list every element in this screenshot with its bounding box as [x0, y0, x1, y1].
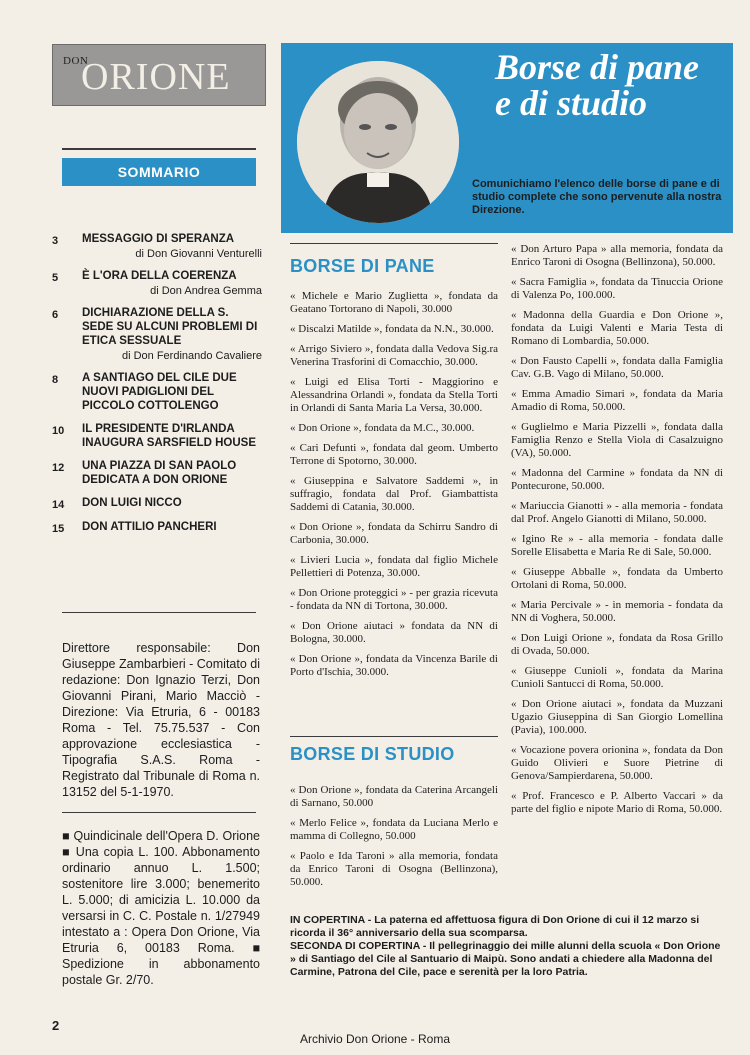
studio-list	[290, 784, 498, 896]
divider	[62, 612, 256, 613]
toc-title: A SANTIAGO DEL CILE DUE NUOVI PADIGLIONI DEL PICCOLO COTTOLENGO	[82, 372, 237, 412]
list-item: « Guglielmo e Maria Pizzelli », fondata dalla Famiglia Renzo e Stella Viola di Casalzuigno (VA), 50.000.	[511, 421, 723, 459]
list-item: « Arrigo Siviero », fondata dalla Vedova Sig.ra Venerina Trasforini di Comacchio, 30.000.	[290, 343, 498, 368]
toc-title: UNA PIAZZA DI SAN PAOLO DEDICATA A DON ORIONE	[82, 460, 237, 486]
list-item: « Igino Re » - alla memoria - fondata dalle Sorelle Elisabetta e Maria Re di Sale, 50.000.	[511, 533, 723, 558]
colophon: Direttore responsabile: Don Giuseppe Zambarbieri - Comitato di redazione: Don Ignazio Terzi, Don Giovanni Pirani, Mario Macciò - Direzione: Via Etruria, 6 - 00183 Roma - Tel. 75.75.537 - Con approvazione ecclesiastica - Tipografia S.A.S. Roma - Registrato dal Tribunale di Roma n. 13152 del 5-1-1970.	[62, 641, 260, 799]
toc-page-number: 10	[52, 425, 65, 437]
masthead-prefix: DON	[63, 55, 89, 67]
toc-page-number: 15	[52, 523, 65, 535]
section-heading-pane: BORSE DI PANE	[290, 256, 435, 276]
toc-title: DICHIARAZIONE DELLA S. SEDE SU ALCUNI PROBLEMI DI ETICA SESSUALE	[82, 307, 258, 347]
list-item: « Giuseppe Abballe », fondata da Umberto Ortolani di Roma, 50.000.	[511, 566, 723, 591]
toc-author: di Don Giovanni Venturelli	[135, 248, 262, 260]
toc-page-number: 12	[52, 462, 65, 474]
list-item: « Emma Amadio Simari », fondata da Maria Amadio di Roma, 50.000.	[511, 388, 723, 413]
pane-list	[290, 290, 498, 686]
toc-title: È L'ORA DELLA COERENZA	[82, 270, 237, 282]
list-item: « Don Orione », fondata da Schirru Sandro di Carbonia, 30.000.	[290, 521, 498, 546]
list-item: « Livieri Lucia », fondata dal figlio Michele Pellettieri di Potenza, 30.000.	[290, 554, 498, 579]
right-list	[511, 243, 723, 823]
toc-author: di Don Ferdinando Cavaliere	[121, 350, 262, 362]
toc-page-number: 5	[52, 272, 59, 284]
list-item: « Maria Percivale » - in memoria - fondata da NN di Voghera, 50.000.	[511, 599, 723, 624]
list-item: « Don Orione proteggici » - per grazia ricevuta - fondata da NN di Tortona, 30.000.	[290, 587, 498, 612]
toc-item[interactable]	[52, 422, 262, 450]
list-item: « Don Orione aiutaci » fondata da NN di Bologna, 30.000.	[290, 620, 498, 645]
second-cover-caption: SECONDA DI COPERTINA - Il pellegrinaggio dei mille alunni della scuola « Don Orione » di Santiago del Cile al Santuario di Maipù. Sono andati a chiedere alla Madonna del Carmine, Patrona del Cile, pace e serenità per la loro Patria.	[290, 940, 721, 978]
toc-page-number: 14	[52, 499, 65, 511]
toc-item[interactable]	[52, 459, 262, 487]
list-item: « Don Orione », fondata da Caterina Arcangeli di Sarnano, 50.000	[290, 784, 498, 809]
intro-text: Comunichiamo l'elenco delle borse di pane e di studio complete che sono pervenute alla nostra Direzione.	[472, 178, 722, 216]
toc-title: MESSAGGIO DI SPERANZA	[82, 233, 235, 245]
list-item: « Don Fausto Capelli », fondata dalla Famiglia Cav. G.B. Vago di Milano, 50.000.	[511, 355, 723, 380]
toc-page-number: 6	[52, 309, 59, 321]
toc-item[interactable]	[52, 269, 262, 297]
list-item: « Mariuccia Gianotti » - alla memoria - fondata dal Prof. Angelo Gianotti di Milano, 50.000.	[511, 500, 723, 525]
toc-item[interactable]	[52, 306, 262, 362]
list-item: « Don Orione », fondata da Vincenza Barile di Porto d'Ischia, 30.000.	[290, 653, 498, 678]
toc-author: di Don Andrea Gemma	[150, 285, 262, 297]
list-item: « Vocazione povera orionina », fondata da Don Guido Olivieri e Suore Pietrine di Genova/Sampierdarena, 50.000.	[511, 744, 723, 782]
list-item: « Don Orione », fondata da M.C., 30.000.	[290, 422, 475, 434]
list-item: « Don Luigi Orione », fondata da Rosa Grillo di Ovada, 50.000.	[511, 632, 723, 657]
toc-item[interactable]	[52, 371, 262, 413]
portrait-image	[297, 61, 459, 223]
divider	[62, 812, 256, 813]
section-heading-studio: BORSE DI STUDIO	[290, 744, 455, 764]
hero-title: Borse di pane e di studio	[495, 47, 700, 123]
list-item: « Madonna della Guardia e Don Orione », fondata da Luigi Valenti e Maria Testa di Romano di Lombardia, 50.000.	[511, 309, 723, 347]
toc-item[interactable]	[52, 232, 262, 260]
divider	[290, 736, 498, 737]
toc-page-number: 8	[52, 374, 59, 386]
page-number: 2	[52, 1018, 60, 1033]
toc-item[interactable]	[52, 520, 262, 535]
list-item: « Discalzi Matilde », fondata da N.N., 30.000.	[290, 323, 494, 335]
toc-item[interactable]	[52, 496, 262, 511]
cover-notes	[290, 914, 726, 979]
list-item: « Giuseppina e Salvatore Saddemi », in suffragio, fondata dal Prof. Giambattista Saddemi di Catania, 30.000.	[290, 475, 498, 513]
list-item: « Prof. Francesco e P. Alberto Vaccari » da parte del figlio e nipote Mario di Roma, 50.000.	[511, 790, 723, 815]
sommario-heading: SOMMARIO	[62, 158, 256, 186]
list-item: « Don Orione aiutaci », fondata da Muzzani Ugazio Giuseppina di San Giorgio Lomellina (Pavia), 100.000.	[511, 698, 723, 736]
cover-caption: IN COPERTINA - La paterna ed affettuosa figura di Don Orione di cui il 12 marzo si ricorda il 36° anniversario della sua scomparsa.	[290, 914, 700, 939]
table-of-contents	[52, 232, 262, 544]
list-item: « Madonna del Carmine » fondata da NN di Pontecurone, 50.000.	[511, 467, 723, 492]
toc-title: DON LUIGI NICCO	[82, 497, 182, 509]
toc-title: IL PRESIDENTE D'IRLANDA INAUGURA SARSFIELD HOUSE	[82, 423, 256, 449]
footer-archive: Archivio Don Orione - Roma	[299, 1032, 451, 1046]
subscription-info: ■ Quindicinale dell'Opera D. Orione ■ Una copia L. 100. Abbonamento ordinario annuo L. 1.500; sostenitore lire 3.000; benemerito L. 5.000; di amicizia L. 10.000 da versarsi in C. C. Postale n. 1/27949 intestato a : Opera Don Orione, Via Etruria 6, 00183 Roma. ■ Spedizione in abbonamento postale Gr. 2/70.	[62, 829, 260, 987]
list-item: « Cari Defunti », fondata dal geom. Umberto Terrone di Spotorno, 30.000.	[290, 442, 498, 467]
list-item: « Don Arturo Papa » alla memoria, fondata da Enrico Taroni di Osogna (Bellinzona), 50.000.	[511, 243, 723, 268]
masthead	[52, 44, 266, 106]
list-item: « Luigi ed Elisa Torti - Maggiorino e Alessandrina Orlandi », fondata da Stella Torti in Orlandi di Santa Maria La Versa, 30.000.	[290, 376, 498, 414]
toc-title: DON ATTILIO PANCHERI	[82, 521, 217, 533]
list-item: « Merlo Felice », fondata da Luciana Merlo e mamma di Collegno, 50.000	[290, 817, 498, 842]
toc-page-number: 3	[52, 235, 59, 247]
divider	[62, 148, 256, 150]
list-item: « Giuseppe Cunioli », fondata da Marina Cunioli Santucci di Roma, 50.000.	[511, 665, 723, 690]
masthead-title: ORIONE	[81, 56, 231, 98]
list-item: « Sacra Famiglia », fondata da Tinuccia Orione di Valenza Po, 100.000.	[511, 276, 723, 301]
list-item: « Michele e Mario Zuglietta », fondata da Geatano Tortorano di Napoli, 30.000	[290, 290, 498, 315]
list-item: « Paolo e Ida Taroni » alla memoria, fondata da Enrico Taroni di Osogna (Bellinzona), 50.000.	[290, 850, 498, 888]
divider	[290, 243, 498, 244]
